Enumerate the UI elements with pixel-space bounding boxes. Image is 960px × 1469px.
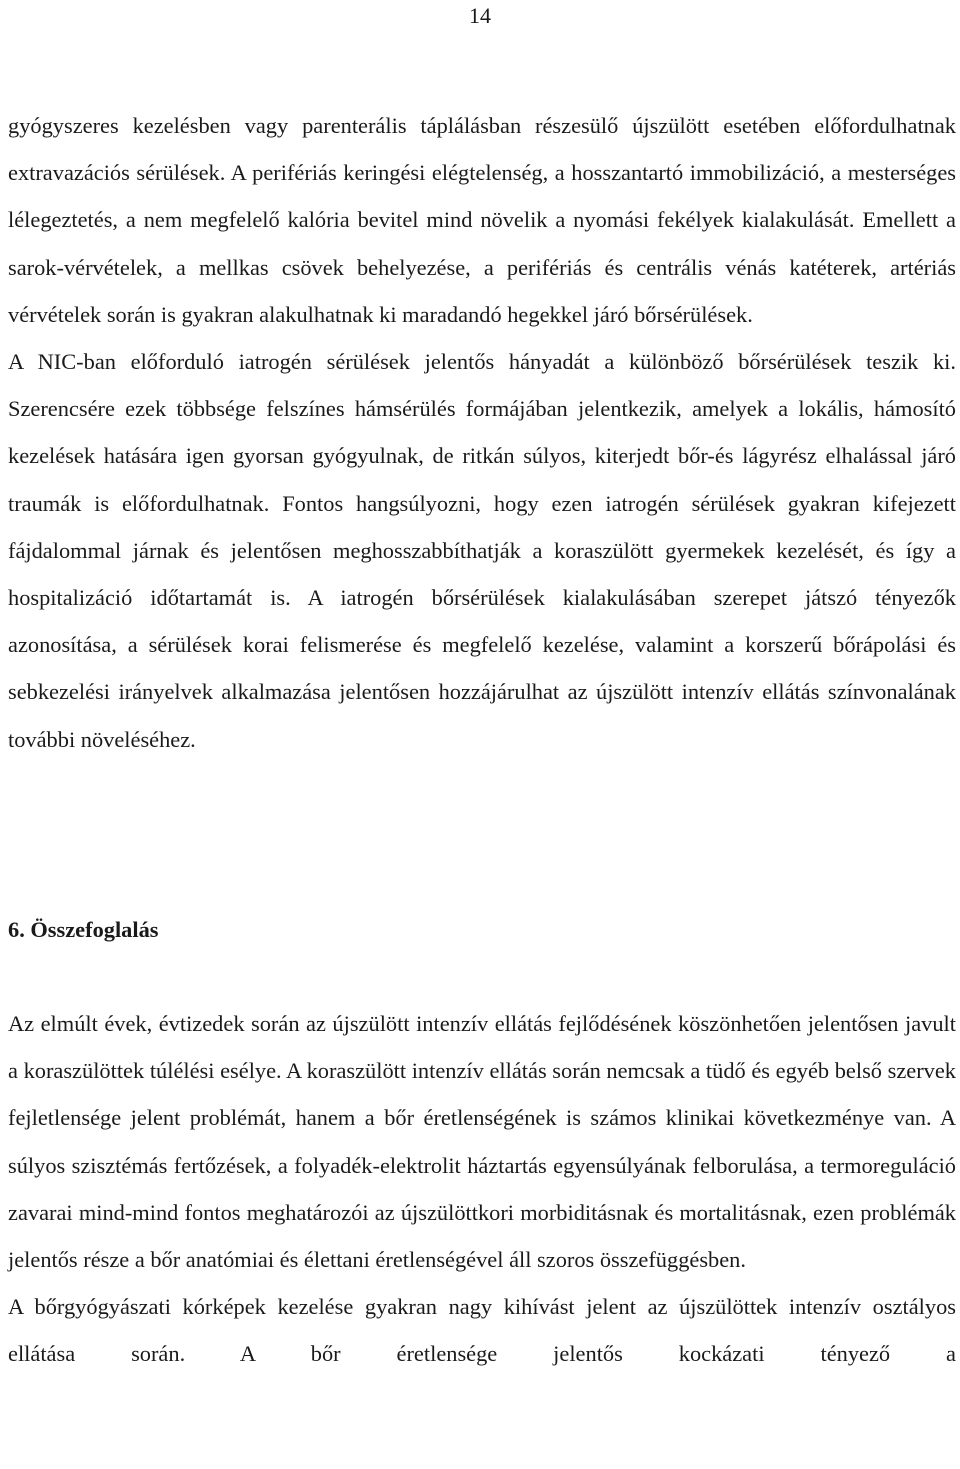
paragraph: Az elmúlt évek, évtizedek során az újszülött intenzív ellátás fejlődésének köszönhetően jelentősen javult a koraszülöttek túlélési esélye. A koraszülött intenzív ellátás során nemcsak a tüdő és egyéb belső szervek fejletlensége jelent problémát, hanem a bőr éretlenségének is számos klinikai következménye van. A súlyos szisztémás fertőzések, a folyadék-elektrolit háztartás egyensúlyának felborulása, a termoreguláció zavarai mind-mind fontos meghatározói az újszülöttkori morbiditásnak és mortalitásnak, ezen problémák jelentős része a bőr anatómiai és élettani éretlenségével áll szoros összefüggésben. [8,1011,956,1273]
paragraph: A NIC-ban előforduló iatrogén sérülések jelentős hányadát a különböző bőrsérülések teszik ki. Szerencsére ezek többsége felszínes hámsérülés formájában jelentkezik, amelyek a lokális, hámosító kezelések hatására igen gyorsan gyógyulnak, de ritkán súlyos, kiterjedt bőr-és lágyrész elhalással járó traumák is előfordulhatnak. Fontos hangsúlyozni, hogy ezen iatrogén sérülések gyakran kifejezett fájdalommal járnak és jelentősen meghosszabbíthatják a koraszülött gyermekek kezelését, és így a hospitalizáció időtartamát is. A iatrogén bőrsérülések kialakulásában szerepet játszó tényezők azonosítása, a sérülések korai felismerése és megfelelő kezelése, valamint a korszerű bőrápolási és sebkezelési irányelvek alkalmazása jelentősen hozzájárulhat az újszülött intenzív ellátás színvonalának további növeléséhez. [8,349,956,752]
section-heading: 6. Összefoglalás [8,917,159,942]
paragraph: gyógyszeres kezelésben vagy parenterális táplálásban részesülő újszülött esetében előfordulhatnak extravazációs sérülések. A perifériás keringési elégtelenség, a hosszantartó immobilizáció, a mesterséges lélegeztetés, a nem megfelelő kalória bevitel mind növelik a nyomási fekélyek kialakulását. Emellett a sarok-vérvételek, a mellkas csövek behelyezése, a perifériás és centrális vénás katéterek, artériás vérvételek során is gyakran alakulhatnak ki maradandó hegekkel járó bőrsérülések. [8,113,956,327]
paragraph: A bőrgyógyászati kórképek kezelése gyakran nagy kihívást jelent az újszülöttek intenzív osztályos ellátása során. A bőr éretlensége jelentős kockázati tényező a [8,1294,956,1367]
body-text-before-heading [8,102,956,763]
page-number: 14 [469,3,491,28]
section-body [8,1000,956,1378]
